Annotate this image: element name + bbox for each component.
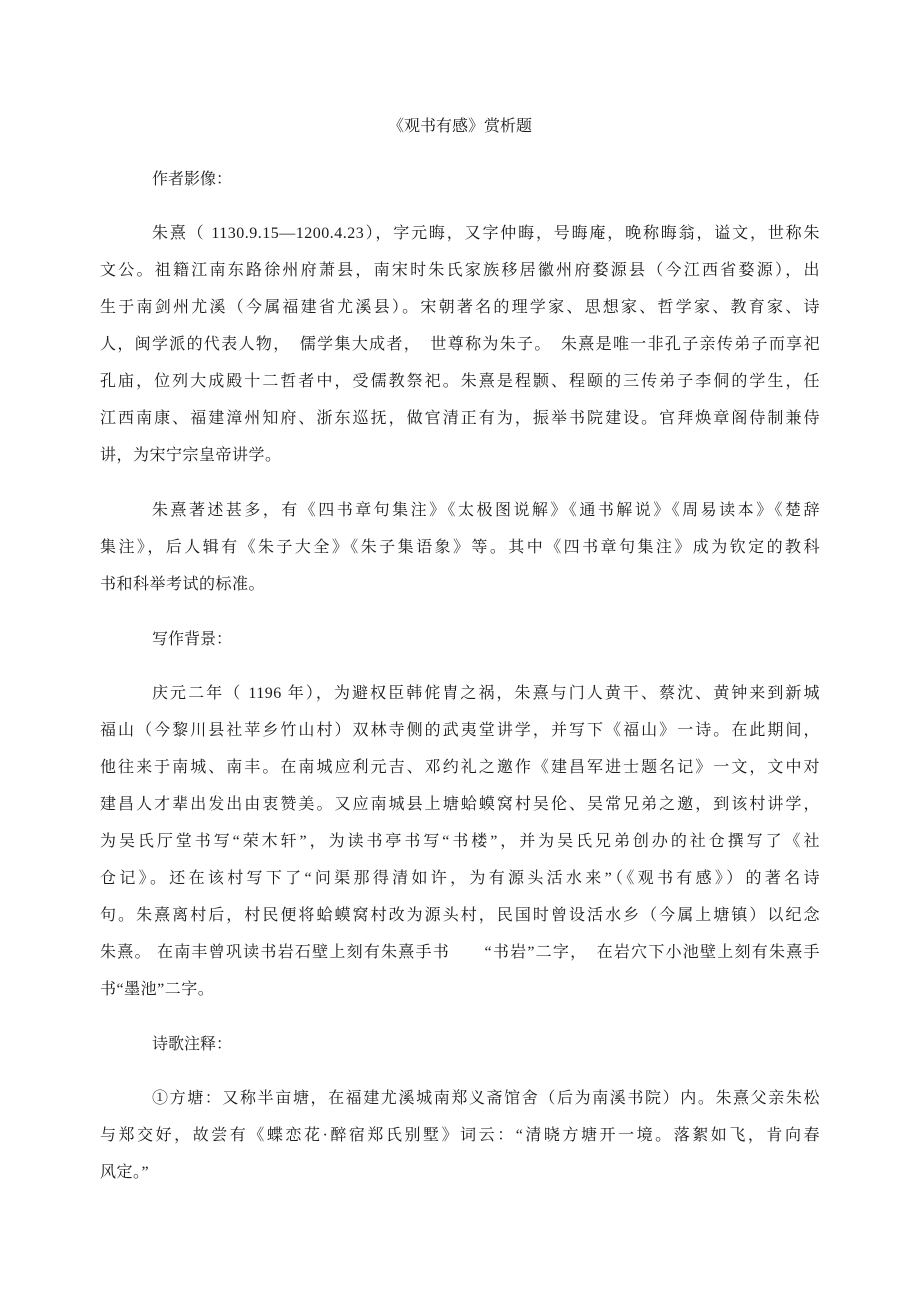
section-heading-poem-notes: 诗歌注释： (152, 1036, 233, 1053)
text-line: 为吴氏厅堂书写“荣木轩”，为读书亭书写“书楼”，并为吴氏兄弟创办的社仓撰写了《社 (100, 833, 820, 850)
paragraph-author-works (100, 492, 820, 603)
paragraph-author-bio (100, 215, 820, 474)
text-line: 朱熹（ 1130.9.15—1200.4.23），字元晦，又字仲晦，号晦庵，晚称晦翁，谥文，世称朱 (152, 225, 820, 242)
text-line: 孔庙，位列大成殿十二哲者中，受儒教祭祀。朱熹是程颢、程颐的三传弟子李侗的学生，任 (100, 373, 820, 390)
paragraph-background (100, 675, 820, 1008)
text-line: 书和科举考试的标准。 (100, 576, 266, 593)
text-line: 书“墨池”二字。 (100, 981, 215, 998)
text-line: 人，闽学派的代表人物， 儒学集大成者， 世尊称为朱子。 朱熹是唯一非孔子亲传弟子而享祀 (100, 336, 820, 353)
section-heading-author-profile: 作者影像： (152, 171, 233, 188)
paragraph-note-fangtang (100, 1080, 820, 1191)
text-line: 风定。” (100, 1164, 150, 1181)
text-line: 生于南剑州尤溪（今属福建省尤溪县）。宋朝著名的理学家、思想家、哲学家、教育家、诗 (100, 299, 820, 316)
text-line: ①方塘：又称半亩塘，在福建尤溪城南郑义斋馆舍（后为南溪书院）内。朱熹父亲朱松 (152, 1090, 820, 1107)
text-line: 建昌人才辈出发出由衷赞美。又应南城县上塘蛤蟆窝村吴伦、吴常兄弟之邀，到该村讲学， (100, 796, 820, 813)
text-line: 集注》，后人辑有《朱子大全》《朱子集语象》等。其中《四书章句集注》成为钦定的教科 (100, 539, 820, 556)
text-line: 讲，为宋宁宗皇帝讲学。 (100, 447, 282, 464)
text-line: 句。朱熹离村后，村民便将蛤蟆窝村改为源头村，民国时曾设活水乡（今属上塘镇）以纪念 (100, 907, 820, 924)
text-line: 仓记》。还在该村写下了“问渠那得清如许，为有源头活水来”（《观书有感》）的著名诗 (100, 870, 820, 887)
text-line: 他往来于南城、南丰。在南城应利元吉、邓约礼之邀作《建昌军进士题名记》一文，文中对 (100, 759, 820, 776)
section-heading-writing-background: 写作背景： (152, 631, 233, 648)
text-line: 庆元二年（ 1196 年），为避权臣韩侂胄之祸，朱熹与门人黄干、蔡沈、黄钟来到新城 (152, 685, 820, 702)
text-line: 朱熹。 在南丰曾巩读书岩石壁上刻有朱熹手书 “书岩”二字， 在岩穴下小池壁上刻有朱熹手 (100, 944, 820, 961)
text-line: 福山（今黎川县社苹乡竹山村）双林寺侧的武夷堂讲学，并写下《福山》一诗。在此期间， (100, 722, 820, 739)
text-line: 朱熹著述甚多，有《四书章句集注》《太极图说解》《通书解说》《周易读本》《楚辞 (152, 502, 820, 519)
document-title: 《观书有感》赏析题 (387, 118, 532, 135)
text-line: 文公。祖籍江南东路徐州府萧县，南宋时朱氏家族移居徽州府婺源县（今江西省婺源），出 (100, 262, 820, 279)
text-line: 与郑交好，故尝有《蝶恋花·醉宿郑氏别墅》词云：“清晓方塘开一境。落絮如飞，肯向春 (100, 1127, 820, 1144)
text-line: 江西南康、福建漳州知府、浙东巡抚，做官清正有为，振举书院建设。官拜焕章阁侍制兼侍 (100, 410, 820, 427)
